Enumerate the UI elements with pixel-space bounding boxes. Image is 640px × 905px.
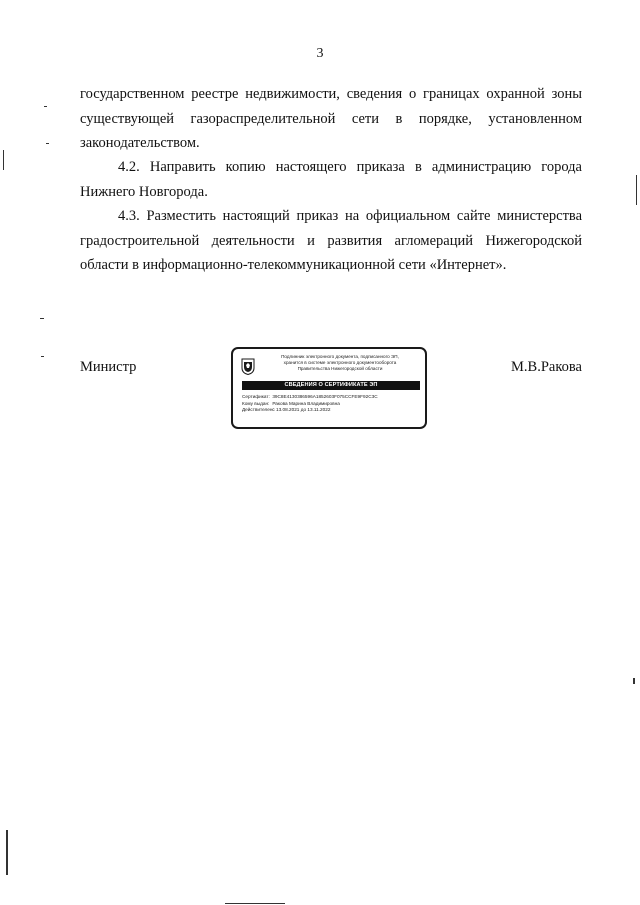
text-line: Нижнего Новгорода. <box>80 183 208 200</box>
coat-of-arms-icon <box>241 358 255 375</box>
paragraph-registry-info <box>80 82 582 156</box>
scan-artifact <box>46 143 49 144</box>
stamp-header-line: Правительства Нижегородской области <box>297 366 383 371</box>
stamp-header-line: хранится в системе электронного документооборота <box>283 360 397 365</box>
stamp-title: СВЕДЕНИЯ О СЕРТИФИКАТЕ ЭП <box>242 381 420 390</box>
electronic-signature-stamp <box>231 347 427 429</box>
text-line: государственном реестре недвижимости, сведения о границах охранной зоны <box>80 86 582 102</box>
scan-artifact <box>225 903 285 904</box>
signature-position: Министр <box>80 359 137 375</box>
scan-artifact <box>3 150 4 170</box>
validity-row <box>242 407 422 414</box>
text-line: 4.2. Направить копию настоящего приказа в администрацию города <box>118 159 582 175</box>
text-line: 4.3. Разместить настоящий приказ на официальном сайте министерства <box>118 208 582 224</box>
text-line: области в информационно-телекоммуникационной сети «Интернет». <box>80 257 507 273</box>
scan-artifact <box>40 318 44 319</box>
issued-to-value: Ракова Марина Владимировна <box>272 400 340 406</box>
paragraph-item-4-2 <box>80 155 582 204</box>
scan-artifact <box>633 678 635 684</box>
stamp-header-line: Подлинник электронного документа, подписанного ЭП, <box>281 354 399 359</box>
scan-artifact <box>41 356 44 357</box>
text-line: градостроительной деятельности и развития агломераций Нижегородской <box>80 232 582 249</box>
scan-artifact <box>6 830 8 875</box>
stamp-details <box>242 394 422 414</box>
validity-label: Действителен: <box>242 407 274 412</box>
page-number: 3 <box>316 46 324 61</box>
text-line: законодательством. <box>80 135 200 151</box>
text-line: существующей газораспределительной сети в порядке, установленном <box>80 110 582 127</box>
paragraph-item-4-3 <box>80 204 582 278</box>
certificate-label: Сертификат: <box>242 394 270 399</box>
scan-artifact <box>636 175 637 205</box>
certificate-value: 39C8E4130386596A1852603F075CCFE9F92C3C <box>272 394 378 399</box>
validity-value: с 13.08.2021 до 13.11.2022 <box>272 407 331 412</box>
scan-artifact <box>44 106 47 107</box>
stamp-header <box>257 354 423 372</box>
issued-to-label: Кому выдан: <box>242 400 270 406</box>
signatory-name: М.В.Ракова <box>511 359 582 375</box>
